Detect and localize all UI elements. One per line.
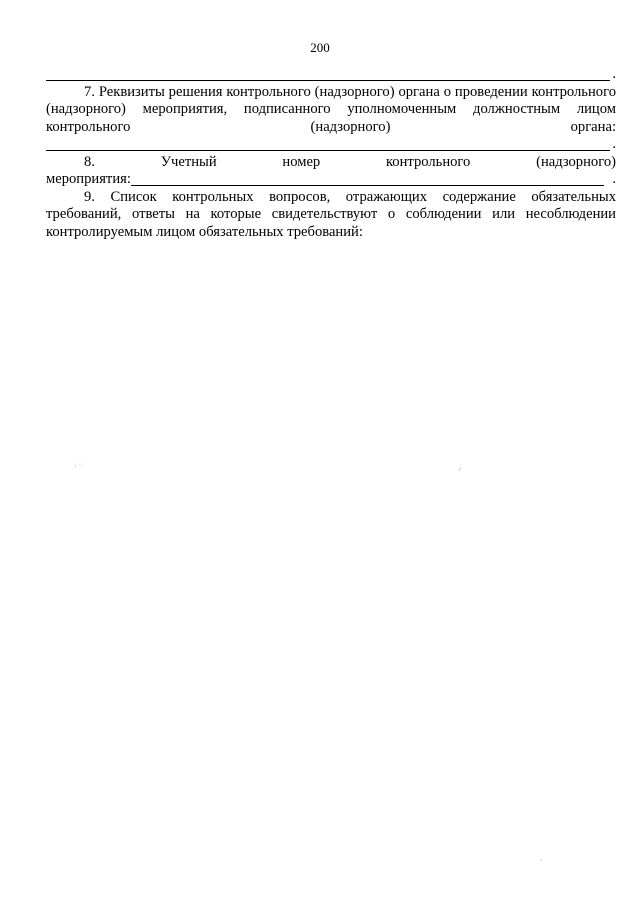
scan-speck: · ˙ <box>74 462 82 471</box>
blank-fill-line-top <box>46 66 616 84</box>
item-8-label: мероприятия: <box>46 171 131 187</box>
document-body <box>46 66 616 241</box>
item-7-fill-line <box>46 136 616 154</box>
line-end-dot: . <box>612 66 616 82</box>
page-number: 200 <box>310 40 330 55</box>
scan-speck: ·̇ <box>458 466 461 475</box>
item-9-paragraph: 9. Список контрольных вопросов, отражающих содержание обязательных требований, ответы на которые свидетельствуют о соблюдении или несоблюдении контролируемым лицом обязательных требований: <box>46 188 616 240</box>
line-end-dot: . <box>612 171 616 187</box>
line-end-dot: . <box>612 136 616 152</box>
item-7-paragraph: 7. Реквизиты решения контрольного (надзорного) органа о проведении контрольного (надзорного) мероприятия, подписанного уполномоченным должностным лицом контрольного (надзорного) органа: <box>46 83 616 135</box>
item-8-fill-line <box>46 171 616 189</box>
scan-speck: · <box>540 856 543 865</box>
item-8-paragraph: 8. Учетный номер контрольного (надзорного) <box>84 153 616 170</box>
underline <box>46 80 610 81</box>
underline <box>131 185 604 186</box>
underline <box>46 150 610 151</box>
